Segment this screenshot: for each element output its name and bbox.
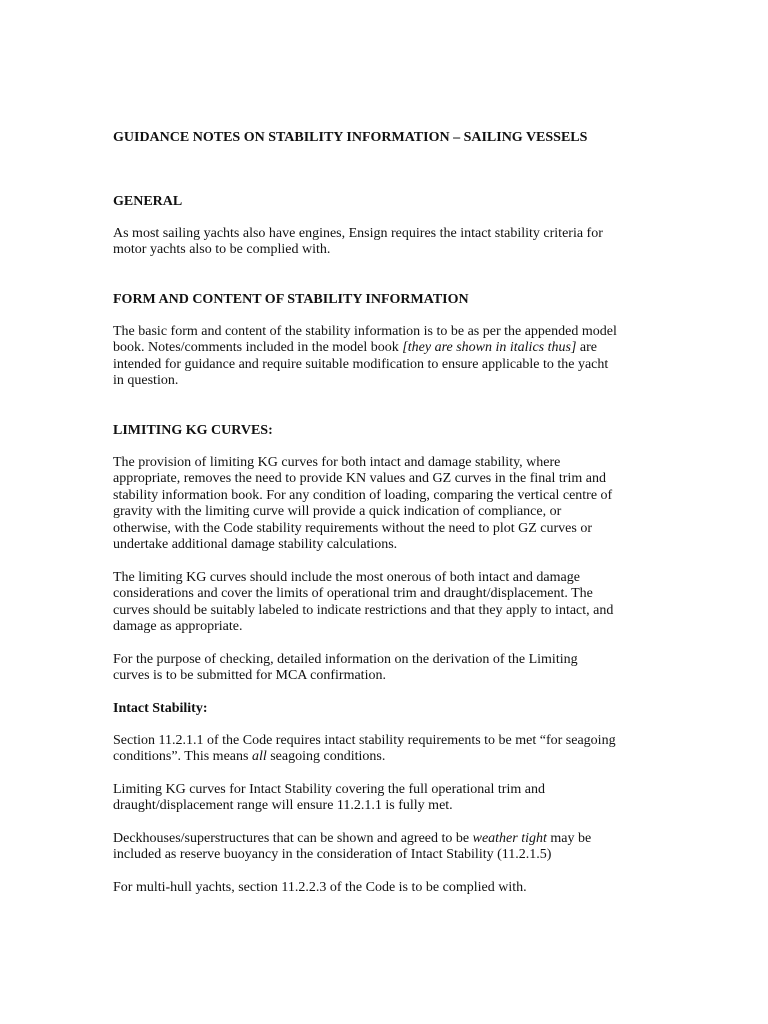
general-heading: GENERAL — [113, 194, 183, 209]
text-run: book. Notes/comments included in the model book — [113, 340, 403, 356]
general-paragraph — [113, 226, 658, 259]
limiting-paragraph-3 — [113, 652, 658, 685]
text-run: are — [576, 340, 597, 356]
text-line: Limiting KG curves for Intact Stability covering the full operational trim and — [113, 782, 545, 797]
limiting-paragraph-2 — [113, 570, 658, 636]
text-line: draught/displacement range will ensure 11.2.1.1 is fully met. — [113, 798, 453, 814]
text-line: in question. — [113, 373, 179, 389]
text-line — [113, 749, 658, 765]
text-line: gravity with the limiting curve will provide a quick indication of compliance, or — [113, 504, 562, 520]
text-line: included as reserve buoyancy in the consideration of Intact Stability (11.2.1.5) — [113, 847, 552, 863]
form-paragraph — [113, 324, 658, 390]
intact-stability-heading: Intact Stability: — [113, 701, 208, 716]
italic-text: [they are shown in italics thus] — [402, 340, 577, 356]
intact-paragraph-1 — [113, 733, 658, 766]
text-line: For multi-hull yachts, section 11.2.2.3 of the Code is to be complied with. — [113, 880, 527, 895]
text-line — [113, 831, 658, 847]
text-line: intended for guidance and require suitable modification to ensure applicable to the yacht — [113, 356, 609, 372]
document-title: GUIDANCE NOTES ON STABILITY INFORMATION – SAILING VESSELS — [113, 130, 588, 145]
text-line: The limiting KG curves should include the most onerous of both intact and damage — [113, 570, 580, 585]
text-line: damage as appropriate. — [113, 619, 243, 635]
text-line: For the purpose of checking, detailed information on the derivation of the Limiting — [113, 652, 578, 667]
italic-text: all — [251, 749, 267, 765]
text-line: As most sailing yachts also have engines, Ensign requires the intact stability criteria for — [113, 226, 603, 241]
intact-paragraph-4 — [113, 880, 658, 896]
text-line: curves is to be submitted for MCA confirmation. — [113, 668, 386, 684]
text-line: The provision of limiting KG curves for both intact and damage stability, where — [113, 455, 561, 470]
limiting-paragraph-1 — [113, 455, 658, 553]
text-line — [113, 340, 658, 356]
text-line: The basic form and content of the stability information is to be as per the appended model — [113, 324, 617, 339]
text-run: seagoing conditions. — [266, 749, 386, 765]
text-line: motor yachts also to be complied with. — [113, 242, 331, 258]
text-line: considerations and cover the limits of operational trim and draught/displacement. The — [113, 586, 593, 602]
intact-paragraph-3 — [113, 831, 658, 864]
text-line: stability information book. For any condition of loading, comparing the vertical centre of — [113, 487, 613, 503]
intact-paragraph-2 — [113, 782, 658, 815]
text-run: may be — [546, 831, 592, 846]
text-line: otherwise, with the Code stability requirements without the need to plot GZ curves or — [113, 520, 593, 536]
text-run: conditions”. This means — [113, 749, 252, 765]
text-line: curves should be suitably labeled to indicate restrictions and that they apply to intact, and — [113, 602, 614, 618]
text-run: Deckhouses/superstructures that can be shown and agreed to be — [113, 831, 473, 846]
text-line: appropriate, removes the need to provide KN values and GZ curves in the final trim and — [113, 471, 606, 487]
text-line: undertake additional damage stability calculations. — [113, 537, 398, 553]
form-heading: FORM AND CONTENT OF STABILITY INFORMATION — [113, 292, 469, 307]
text-line: Section 11.2.1.1 of the Code requires intact stability requirements to be met “for seagoing — [113, 733, 616, 748]
italic-text: weather tight — [472, 831, 547, 846]
limiting-kg-heading: LIMITING KG CURVES: — [113, 423, 273, 438]
